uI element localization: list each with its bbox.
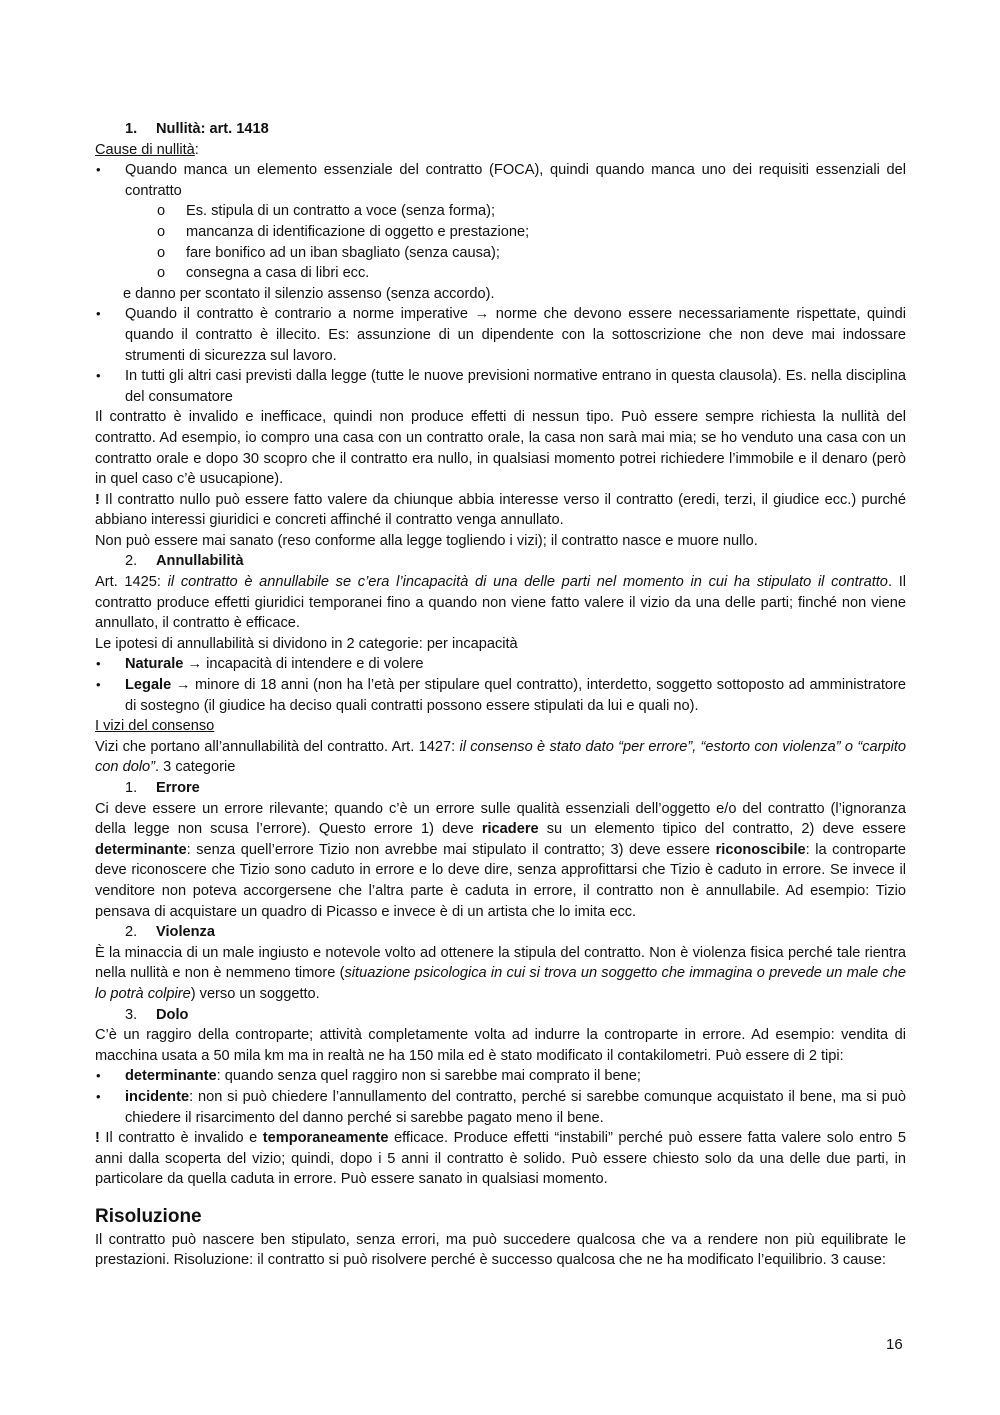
paragraph-text: : senza quell’errore Tizio non avrebbe mai stipulato il contratto; 3) deve essere bbox=[186, 841, 716, 858]
paragraph-text: Il contratto è invalido e bbox=[99, 1130, 263, 1147]
arrow-icon: → bbox=[187, 656, 203, 673]
paragraph bbox=[95, 572, 906, 634]
list-item-text: Quando manca un elemento essenziale del contratto (FOCA), quindi quando manca uno dei requisiti essenziali del contratto bbox=[125, 162, 906, 199]
sub-item-text: consegna a casa di libri ecc. bbox=[186, 265, 370, 282]
term-bold: Legale bbox=[125, 677, 172, 694]
paragraph: C’è un raggiro della controparte; attività completamente volta ad indurre la controparte in errore. Ad esempio: vendita di macchina usata a 50 mila km ma in realtà ne ha 150 mila ed è stato modificato il contakilometri. Può essere di 2 tipi: bbox=[95, 1027, 906, 1064]
subheading-dolo bbox=[95, 1005, 906, 1026]
subheading-violenza bbox=[95, 922, 906, 943]
heading-risoluzione: Risoluzione bbox=[95, 1205, 202, 1227]
term-bold: incidente bbox=[125, 1088, 190, 1105]
list-item-text: : non si può chiedere l’annullamento del contratto, perché si sarebbe comunque acquistato il bene, ma si può chiedere il risarcimento del danno perché si sarebbe pagato meno il bene. bbox=[125, 1088, 906, 1126]
sub-item-text: fare bonifico ad un iban sbagliato (senza causa); bbox=[186, 244, 500, 261]
section-heading-nullita bbox=[95, 119, 906, 140]
paragraph: Le ipotesi di annullabilità si dividono in 2 categorie: per incapacità bbox=[95, 635, 518, 652]
sub-item-text: Es. stipula di un contratto a voce (senza forma); bbox=[186, 203, 496, 220]
section-number: 3. bbox=[125, 1006, 138, 1023]
section-title: Annullabilità bbox=[156, 553, 244, 570]
document-body bbox=[95, 119, 906, 1271]
cause-heading-text: Cause di nullità bbox=[95, 141, 195, 158]
term-bold: determinante bbox=[95, 841, 187, 858]
list-item-text: minore di 18 anni (non ha l’età per stipulare quel contratto), interdetto, soggetto sottoposto ad amministratore di sostegno (il giudice ha deciso quali contratti possono essere stipulati da lui e quali no). bbox=[125, 677, 906, 714]
list-item-text: Quando il contratto è contrario a norme imperative bbox=[125, 306, 475, 323]
section-title: Violenza bbox=[156, 924, 215, 941]
list-item bbox=[95, 675, 906, 716]
vizi-heading: I vizi del consenso bbox=[95, 718, 215, 735]
cause-colon: : bbox=[194, 141, 199, 158]
list-item bbox=[95, 1066, 906, 1087]
term-bold: Naturale bbox=[125, 656, 184, 673]
list-item bbox=[95, 1087, 906, 1128]
section-number: 2. bbox=[125, 553, 138, 570]
paragraph-text: ) verso un soggetto. bbox=[190, 985, 320, 1002]
term-bold: temporaneamente bbox=[262, 1130, 389, 1147]
section-heading-annullabilita bbox=[95, 551, 906, 572]
subheading-errore bbox=[95, 778, 906, 799]
paragraph-text: È la minaccia di un male ingiusto e notevole volto ad ottenere la stipula del contratto. Non è violenza fisica perché tale rientra nella nullità e non è nemmeno timore ( bbox=[95, 944, 906, 982]
paragraph-text: Ci deve essere un errore rilevante; quando c’è un errore sulle qualità essenziali dell’oggetto e/o del contratto (l’ignoranza della legge non scusa l’errore). Questo errore 1) deve bbox=[95, 800, 906, 838]
list-item bbox=[95, 160, 906, 201]
paragraph-text: su un elemento tipico del contratto, 2) deve essere bbox=[538, 821, 906, 838]
exclamation-mark: ! bbox=[95, 1130, 100, 1147]
list-item-text: norme che devono essere necessariamente rispettate, quindi quando il contratto è illecito. Es: assunzione di un dipendente con la sottoscrizione che non deve mai indossare strumenti di sicurezza sul lavoro. bbox=[125, 306, 906, 364]
sub-list-item bbox=[95, 263, 906, 284]
sub-list-item bbox=[95, 222, 906, 243]
paragraph bbox=[95, 943, 906, 1005]
bullet-icon: • bbox=[96, 368, 101, 384]
bullet-icon: • bbox=[96, 656, 101, 672]
paragraph-text: Vizi che portano all’annullabilità del contratto. Art. 1427: bbox=[95, 738, 460, 755]
circle-bullet-icon: o bbox=[157, 244, 166, 261]
list-item bbox=[95, 366, 906, 407]
section-title: Dolo bbox=[156, 1006, 189, 1023]
italic-quote: il contratto è annullabile se c’era l’incapacità di una delle parti nel momento in cui ha stipulato il contratto bbox=[167, 574, 888, 591]
term-bold: ricadere bbox=[481, 821, 539, 838]
paragraph: Non può essere mai sanato (reso conforme alla legge togliendo i vizi); il contratto nasce e muore nullo. bbox=[95, 532, 758, 549]
paragraph-text: : la controparte deve riconoscere che Tizio sono caduto in errore e lo deve dire, senza approfittarsi che Tizio è caduto in errore. Se invece il venditore non poteva accorgersene che l’altra parte è caduta in errore, il contratto non è annullabile. Ad esempio: Tizio pensava di acquistare un quadro di Picasso e invece è di un artista che lo imita ecc. bbox=[95, 841, 906, 920]
list-item bbox=[95, 654, 906, 675]
paragraph bbox=[95, 799, 906, 923]
circle-bullet-icon: o bbox=[157, 223, 166, 240]
exclamation-mark: ! bbox=[95, 491, 100, 508]
section-number: 2. bbox=[125, 924, 138, 941]
page-number: 16 bbox=[886, 1336, 903, 1353]
paragraph: Il contratto può nascere ben stipulato, senza errori, ma può succedere qualcosa che va a rendere non più equilibrate le prestazioni. Risoluzione: il contratto si può risolvere perché è successo qualcosa che ne ha modificato l’equilibrio. 3 cause: bbox=[95, 1231, 906, 1269]
list-item-text: : quando senza quel raggiro non si sarebbe mai comprato il bene; bbox=[216, 1068, 641, 1085]
cause-heading bbox=[95, 140, 906, 161]
paragraph bbox=[95, 1128, 906, 1190]
bullet-icon: • bbox=[96, 677, 101, 693]
paragraph-text: . Il contratto produce effetti giuridici temporanei fino a quando non viene fatto valere il vizio da una delle parti; finché non viene annullato, il contratto è efficace. bbox=[95, 574, 906, 632]
list-item-text: In tutti gli altri casi previsti dalla legge (tutte le nuove previsioni normative entrano in questa clausola). Es. nella disciplina del consumatore bbox=[125, 368, 906, 405]
term-bold: determinante bbox=[125, 1068, 217, 1085]
section-title: Errore bbox=[156, 780, 200, 796]
paragraph-text: . 3 categorie bbox=[155, 759, 236, 776]
paragraph-text: Art. 1425: bbox=[95, 574, 168, 591]
list-item bbox=[95, 304, 906, 366]
italic-quote: situazione psicologica in cui si trova un soggetto che immagina o prevede un male che lo potrà colpire bbox=[95, 965, 906, 1002]
section-number: 1. bbox=[125, 121, 138, 137]
paragraph bbox=[95, 737, 906, 778]
sub-list-item bbox=[95, 201, 906, 222]
bullet-icon: • bbox=[96, 1068, 101, 1084]
section-number: 1. bbox=[125, 780, 138, 796]
bullet-icon: • bbox=[96, 1088, 101, 1104]
sub-item-text: mancanza di identificazione di oggetto e prestazione; bbox=[186, 223, 530, 240]
italic-quote: il consenso è stato dato “per errore”, “estorto con violenza” o “carpito con dolo” bbox=[95, 738, 907, 776]
sub-list-item bbox=[95, 243, 906, 264]
paragraph-text: Il contratto nullo può essere fatto valere da chiunque abbia interesse verso il contratto (eredi, terzi, il giudice ecc.) purché abbiano interessi giuridici e concreti affinché il contratto venga annullato. bbox=[95, 491, 906, 529]
paragraph bbox=[95, 490, 906, 531]
term-bold: riconoscibile bbox=[715, 841, 806, 858]
circle-bullet-icon: o bbox=[157, 203, 166, 220]
paragraph: Il contratto è invalido e inefficace, quindi non produce effetti di nessun tipo. Può essere sempre richiesta la nullità del contratto. Ad esempio, io compro una casa con un contratto orale, la casa non sarà mai mia; se ho venduto una casa con un contratto orale e dopo 30 scopro che il contratto era nullo, in qualsiasi momento potrei richiedere l’immobile e il denaro (però in quel caso c’è usucapione). bbox=[95, 409, 906, 488]
arrow-icon: → bbox=[175, 677, 191, 694]
list-item-continuation: e danno per scontato il silenzio assenso (senza accordo). bbox=[123, 285, 495, 302]
bullet-icon: • bbox=[96, 306, 101, 322]
section-title: Nullità: art. 1418 bbox=[156, 121, 269, 137]
circle-bullet-icon: o bbox=[157, 265, 166, 282]
arrow-icon: → bbox=[474, 306, 490, 323]
bullet-icon: • bbox=[96, 162, 101, 178]
list-item-text: incapacità di intendere e di volere bbox=[202, 656, 424, 673]
paragraph-text: efficace. Produce effetti “instabili” perché può essere fatta valere solo entro 5 anni dalla scoperta del vizio; quindi, dopo i 5 anni il contratto è solido. Può essere chiesto solo da una delle due parti, in particolare da quella caduta in errore. Può essere sanato in qualsiasi momento. bbox=[95, 1130, 906, 1188]
